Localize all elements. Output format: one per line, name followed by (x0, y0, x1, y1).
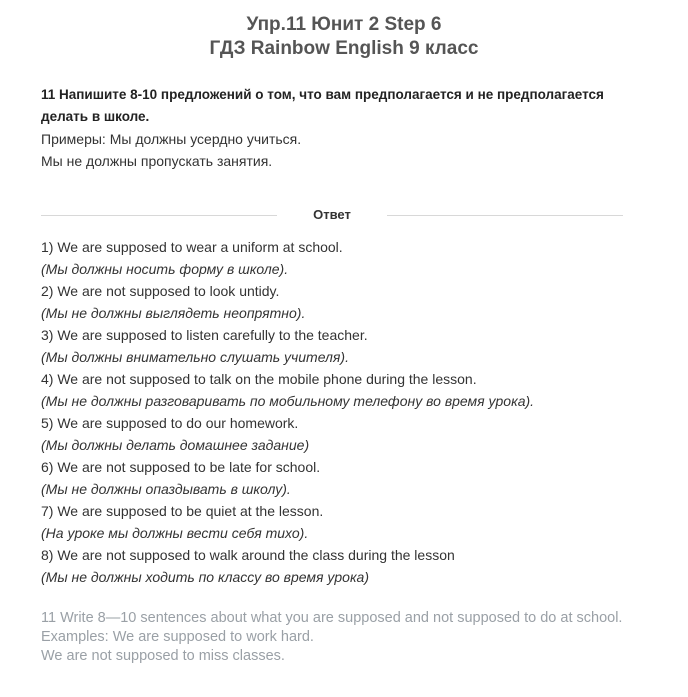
task-example-2: Мы не должны пропускать занятия. (41, 153, 273, 169)
english-task-example-1: Examples: We are supposed to work hard. (41, 629, 314, 645)
english-task (41, 609, 623, 666)
answer-ru-7: (На уроке мы должны вести себя тихо). (41, 525, 309, 541)
answer-ru-8: (Мы не должны ходить по классу во время урока) (41, 569, 370, 585)
answer-en-5: 5) We are supposed to do our homework. (41, 415, 299, 431)
answer-en-2: 2) We are not supposed to look untidy. (41, 283, 280, 299)
answer-ru-5: (Мы должны делать домашнее задание) (41, 437, 310, 453)
answer-en-6: 6) We are not supposed to be late for school. (41, 459, 321, 475)
divider-left (41, 215, 277, 216)
answer-ru-2: (Мы не должны выглядеть неопрятно). (41, 305, 306, 321)
answer-list (41, 236, 661, 588)
answer-en-8: 8) We are not supposed to walk around the class during the lesson (41, 547, 455, 563)
answer-ru-3: (Мы должны внимательно слушать учителя). (41, 349, 349, 365)
answer-ru-6: (Мы не должны опаздывать в школу). (41, 481, 291, 497)
answer-ru-1: (Мы должны носить форму в школе). (41, 261, 289, 277)
page-subtitle: ГДЗ Rainbow English 9 класс (209, 38, 479, 59)
answer-en-4: 4) We are not supposed to talk on the mobile phone during the lesson. (41, 371, 477, 387)
answer-ru-4: (Мы не должны разговаривать по мобильному телефону во время урока). (41, 393, 535, 409)
answer-heading: Ответ (313, 207, 351, 222)
english-task-instruction: 11 Write 8—10 sentences about what you are supposed and not supposed to do at school. (41, 610, 623, 626)
answer-en-1: 1) We are supposed to wear a uniform at school. (41, 239, 343, 255)
english-task-example-2: We are not supposed to miss classes. (41, 648, 285, 664)
answer-en-7: 7) We are supposed to be quiet at the lesson. (41, 503, 324, 519)
page-title: Упр.11 Юнит 2 Step 6 (246, 14, 442, 35)
divider-right (387, 215, 623, 216)
task-instruction: 11 Напишите 8-10 предложений о том, что вам предполагается и не предполагается делать в школе. (41, 87, 604, 124)
task-example-1: Примеры: Мы должны усердно учиться. (41, 131, 302, 147)
answer-en-3: 3) We are supposed to listen carefully to the teacher. (41, 327, 368, 343)
